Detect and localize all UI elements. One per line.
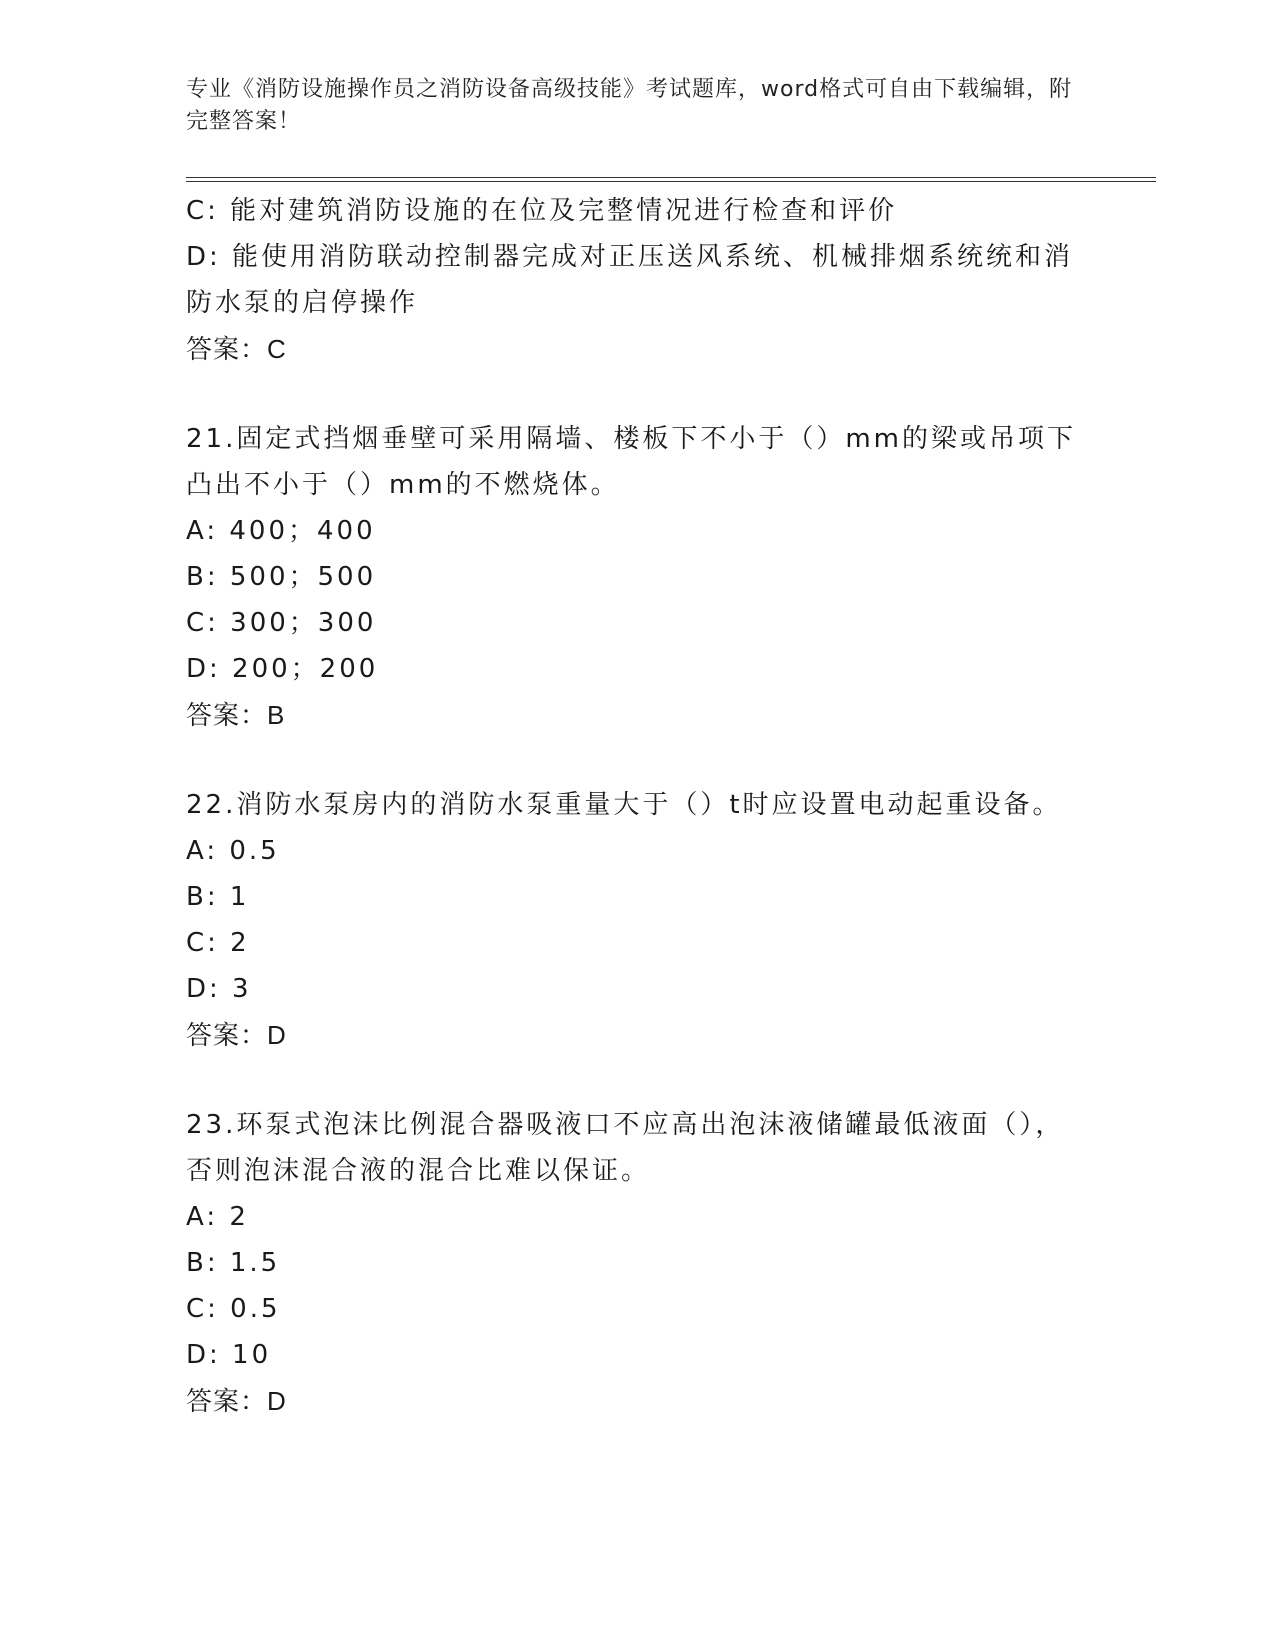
option-a: A: 400；400 (186, 516, 376, 546)
document-header: 专业《消防设施操作员之消防设备高级技能》考试题库，word格式可自由下载编辑，附完整答案！ (186, 77, 1073, 134)
option-a: A: 2 (186, 1202, 249, 1232)
option-d: D: 能使用消防联动控制器完成对正压送风系统、机械排烟系统统和消防水泵的启停操作 (186, 242, 1074, 318)
option-d: D: 10 (186, 1340, 272, 1370)
option-c: C: 0.5 (186, 1294, 281, 1324)
option-d: D: 200；200 (186, 654, 379, 684)
answer-line: 答案：D (186, 1020, 287, 1050)
option-d: D: 3 (186, 974, 252, 1004)
question-22 (186, 782, 1086, 1058)
question-stem: 22.消防水泵房内的消防水泵重量大于（）t时应设置电动起重设备。 (186, 790, 1062, 820)
question-21 (186, 416, 1086, 738)
answer-line: 答案：D (186, 1386, 287, 1416)
option-b: B: 1 (186, 882, 250, 912)
option-c: C: 能对建筑消防设施的在位及完整情况进行检查和评价 (186, 196, 898, 226)
question-stem: 23.环泵式泡沫比例混合器吸液口不应高出泡沫液储罐最低液面（），否则泡沫混合液的混合比难以保证。 (186, 1110, 1065, 1186)
question-stem: 21.固定式挡烟垂壁可采用隔墙、楼板下不小于（）mm的梁或吊项下凸出不小于（）mm的不燃烧体。 (186, 424, 1077, 500)
header-rule-bottom (186, 181, 1156, 182)
answer-line: 答案：B (186, 700, 286, 730)
option-b: B: 1.5 (186, 1248, 281, 1278)
answer-line: 答案：C (186, 334, 287, 364)
question-20-tail (186, 188, 1086, 372)
header-rule-top (186, 177, 1156, 178)
option-b: B: 500；500 (186, 562, 377, 592)
option-a: A: 0.5 (186, 836, 280, 866)
document-body (186, 188, 1086, 1424)
question-23 (186, 1102, 1086, 1424)
option-c: C: 300；300 (186, 608, 377, 638)
option-c: C: 2 (186, 928, 250, 958)
